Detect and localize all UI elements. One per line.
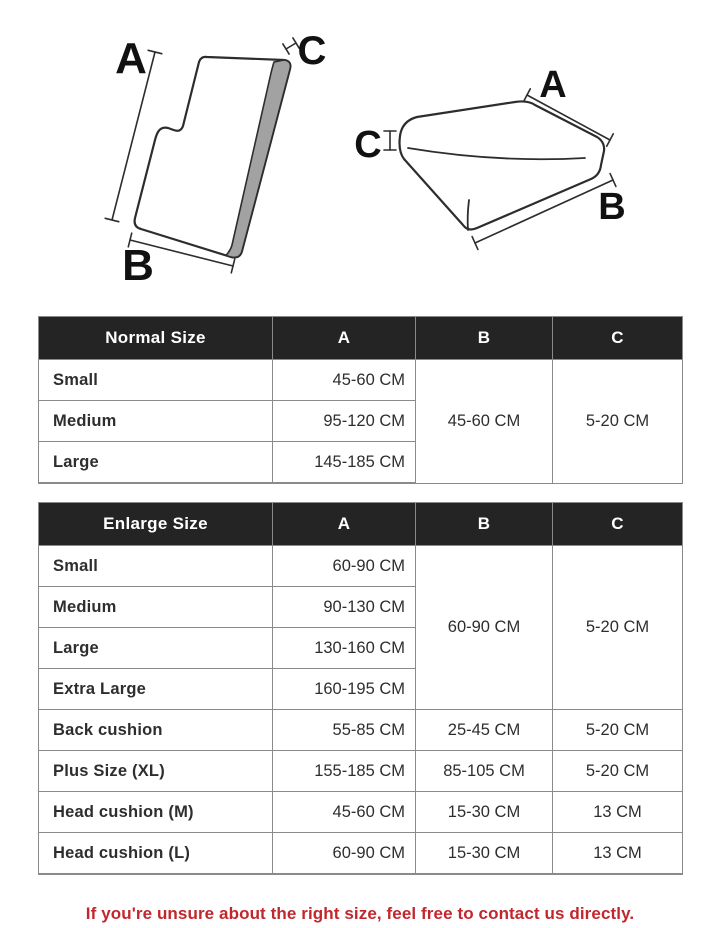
header-title: Enlarge Size	[39, 503, 273, 546]
value-b: 85-105 CM	[416, 751, 553, 792]
table-row	[39, 792, 683, 833]
header-col-c: C	[553, 317, 683, 360]
row-label: Large	[39, 628, 273, 669]
value-b: 15-30 CM	[416, 833, 553, 875]
header-col-a: A	[273, 317, 416, 360]
diagram-section	[0, 0, 720, 300]
back-cushion-diagram	[95, 28, 335, 293]
dim-label-c: C	[354, 124, 382, 166]
row-label: Extra Large	[39, 669, 273, 710]
header-row	[39, 503, 683, 546]
header-col-b: B	[416, 317, 553, 360]
row-label: Medium	[39, 401, 273, 442]
value-b-merged: 60-90 CM	[416, 546, 553, 710]
header-col-a: A	[273, 503, 416, 546]
value-b-merged: 45-60 CM	[416, 360, 553, 484]
seat-cushion-diagram	[348, 58, 678, 283]
value-b: 25-45 CM	[416, 710, 553, 751]
dim-label-a: A	[539, 64, 567, 106]
value-a: 95-120 CM	[273, 401, 416, 442]
table-row	[39, 710, 683, 751]
row-label: Large	[39, 442, 273, 484]
row-label: Small	[39, 360, 273, 401]
table-row	[39, 360, 683, 401]
measure-line-c	[384, 131, 396, 150]
value-c: 13 CM	[553, 792, 683, 833]
value-a: 130-160 CM	[273, 628, 416, 669]
row-label: Back cushion	[39, 710, 273, 751]
value-a: 45-60 CM	[273, 792, 416, 833]
value-a: 160-195 CM	[273, 669, 416, 710]
value-b: 15-30 CM	[416, 792, 553, 833]
normal-size-table	[38, 316, 683, 484]
value-a: 45-60 CM	[273, 360, 416, 401]
value-c: 5-20 CM	[553, 710, 683, 751]
header-col-b: B	[416, 503, 553, 546]
table-row	[39, 751, 683, 792]
header-title: Normal Size	[39, 317, 273, 360]
value-a: 60-90 CM	[273, 546, 416, 587]
dim-label-b: B	[122, 241, 154, 290]
header-col-c: C	[553, 503, 683, 546]
value-a: 60-90 CM	[273, 833, 416, 875]
table-row	[39, 546, 683, 587]
row-label: Small	[39, 546, 273, 587]
value-a: 55-85 CM	[273, 710, 416, 751]
value-c: 5-20 CM	[553, 751, 683, 792]
enlarge-size-table	[38, 502, 683, 875]
value-c: 13 CM	[553, 833, 683, 875]
value-c-merged: 5-20 CM	[553, 360, 683, 484]
row-label: Medium	[39, 587, 273, 628]
value-a: 90-130 CM	[273, 587, 416, 628]
value-a: 145-185 CM	[273, 442, 416, 484]
row-label: Plus Size (XL)	[39, 751, 273, 792]
header-row	[39, 317, 683, 360]
contact-note: If you're unsure about the right size, feel free to contact us directly.	[85, 904, 635, 923]
row-label: Head cushion (M)	[39, 792, 273, 833]
value-c-merged: 5-20 CM	[553, 546, 683, 710]
table-row	[39, 833, 683, 875]
dim-label-a: A	[115, 34, 147, 83]
dim-label-c: C	[297, 29, 327, 73]
dim-label-b: B	[598, 186, 626, 228]
value-a: 155-185 CM	[273, 751, 416, 792]
row-label: Head cushion (L)	[39, 833, 273, 875]
